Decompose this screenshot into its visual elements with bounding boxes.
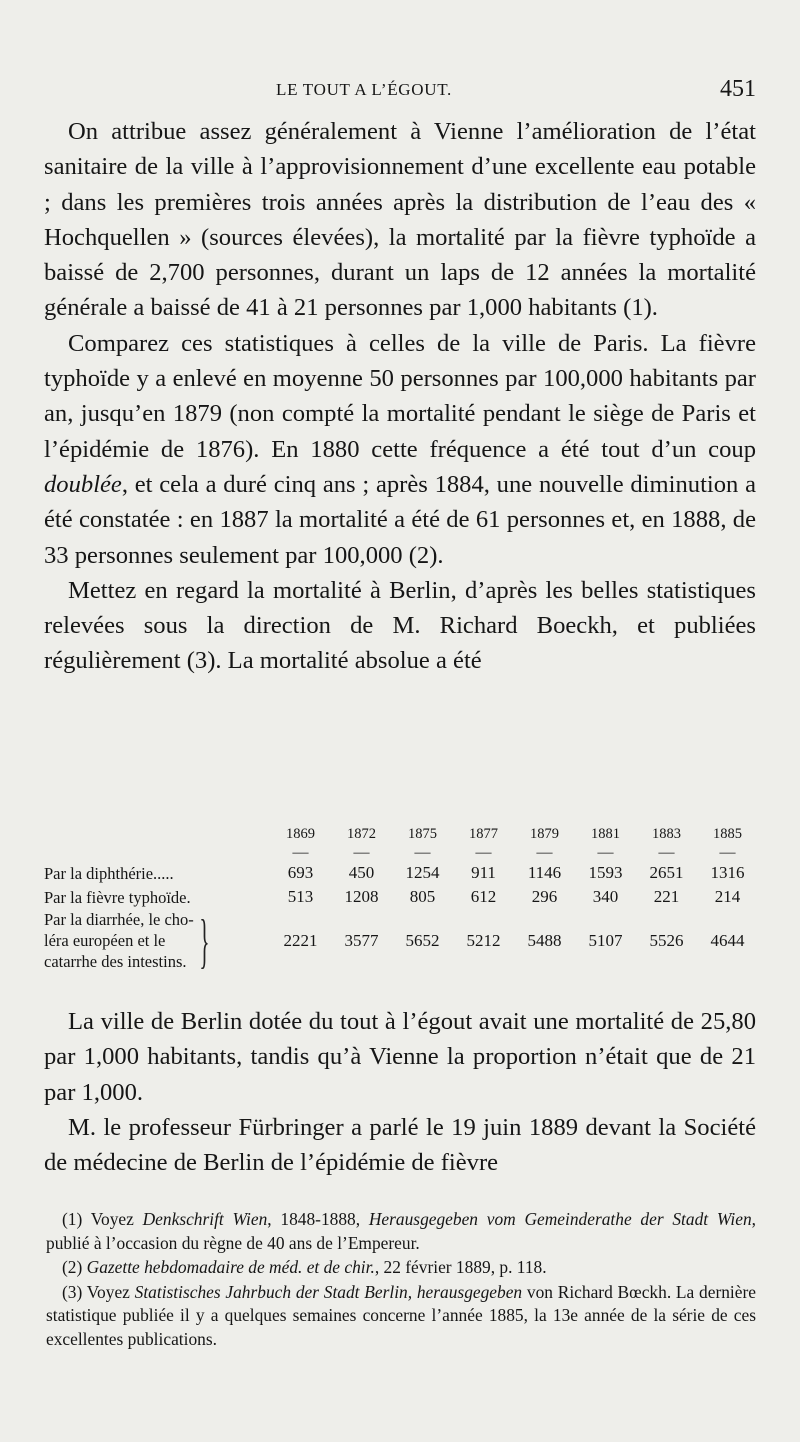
row-label-line: léra européen et le <box>44 931 166 950</box>
table-cell: 221 <box>653 887 680 906</box>
footnote-3: (3) Voyez Statistisches Jahrbuch der Stadt Berlin, herausgegeben von Richard Bœckh. La dernière statistique publiée il y a quelques semaines concerne l’année 1885, la 13e année de la série de ces excellentes publications. <box>46 1281 756 1349</box>
page-header <box>40 76 756 116</box>
table-cell: 693 <box>287 863 314 882</box>
running-title: LE TOUT A L’ÉGOUT. <box>276 80 452 99</box>
year-header: 1883 <box>652 825 681 842</box>
table-cell: 5526 <box>649 930 684 950</box>
brace-icon: } <box>199 907 210 974</box>
year-header: 1881 <box>591 825 620 842</box>
table-cell: 296 <box>531 887 558 906</box>
row-label <box>44 909 270 972</box>
table-cell: 5652 <box>405 930 440 950</box>
paragraph-vienne: On attribue assez généralement à Vienne l’amélioration de l’état sanitaire de la ville à l’approvisionnement d’une excellente eau potable ; dans les premières trois années après la distribution de l’eau des « Hochquellen » (sources élevées), la mortalité par la fièvre typhoïde a baissé de 2,700 personnes, durant un laps de 12 années la mortalité générale a baissé de 41 à 21 personnes par 1,000 habitants (1). <box>44 118 756 322</box>
year-header: 1872 <box>347 825 376 842</box>
table-row <box>44 909 758 972</box>
table-dash-row: — — — — — — — — <box>292 844 736 861</box>
paragraph-berlin: Mettez en regard la mortalité à Berlin, d’après les belles statistiques relevées sous la direction de M. Richard Boeckh, et publiées régulièrement (3). La mortalité absolue a été <box>44 576 756 675</box>
paragraph-paris-part2: , et cela a duré cinq ans ; après 1884, une nouvelle diminution a été constatée : en 1887 la mortalité a été de 61 personnes et, en 1888, de 33 personnes seulement par 100,000 (2). <box>44 470 756 569</box>
year-header: 1885 <box>713 825 742 842</box>
mortality-table <box>44 823 758 972</box>
table-cell: 1593 <box>588 863 623 882</box>
year-header: 1869 <box>286 825 315 842</box>
footnote-number: (1) <box>62 1209 83 1229</box>
row-label-line: Par la diarrhée, le cho- <box>44 910 194 929</box>
table-cell: 2651 <box>649 863 684 882</box>
table-row <box>44 861 758 885</box>
table-cell: 1254 <box>405 863 440 882</box>
paragraph-paris <box>44 326 756 573</box>
footnote-1: (1) Voyez Denkschrift Wien, 1848-1888, Herausgegeben vom Gemeinderathe der Stadt Wien, publié à l’occasion du règne de 40 ans de l’Empereur. <box>46 1209 756 1253</box>
row-label: Par la diphthérie..... <box>44 863 174 883</box>
emphasis-doublee: doublée <box>44 470 122 498</box>
paragraph-paris-part1: Comparez ces statistiques à celles de la ville de Paris. La fièvre typhoïde y a enlevé en moyenne 50 personnes par 100,000 habitants par an, jusqu’en 1879 (non compté la mortalité pendant le siège de Paris et l’épidémie de 1876). En 1880 cette fréquence a été tout d’un coup <box>44 329 756 463</box>
year-header: 1879 <box>530 825 559 842</box>
table-cell: 1208 <box>344 887 379 906</box>
paragraph-furbringer: M. le professeur Fürbringer a parlé le 19 juin 1889 devant la Société de médecine de Berlin de l’épidémie de fièvre <box>44 1113 756 1177</box>
table-cell: 214 <box>714 887 741 906</box>
table-cell: 4644 <box>710 930 745 950</box>
table-cell: 5212 <box>466 930 501 950</box>
table-cell: 3577 <box>344 930 379 950</box>
table-cell: 513 <box>287 887 314 906</box>
paragraph-berlin-mortality: La ville de Berlin dotée du tout à l’égout avait une mortalité de 25,80 par 1,000 habitants, tandis qu’à Vienne la proportion n’était que de 21 par 1,000. <box>44 1008 756 1106</box>
footnote-2: (2) Gazette hebdomadaire de méd. et de chir., 22 février 1889, p. 118. <box>62 1257 547 1278</box>
year-header: 1875 <box>408 825 437 842</box>
table-cell: 911 <box>471 863 496 882</box>
table-cell: 1146 <box>527 863 562 882</box>
table-cell: 805 <box>409 887 436 906</box>
footnote-number: (2) <box>62 1257 83 1278</box>
table-cell: 2221 <box>283 930 318 950</box>
footnotes <box>46 1208 756 1352</box>
table-row <box>44 885 758 909</box>
row-label: Par la fièvre typhoïde. <box>44 887 191 907</box>
footnote-number: (3) <box>62 1281 83 1302</box>
table-cell: 5488 <box>527 930 562 950</box>
page-number: 451 <box>720 76 756 102</box>
table-cell: 1316 <box>710 863 745 882</box>
body-text <box>44 114 756 679</box>
body-text-after-table <box>44 1004 756 1180</box>
table-cell: 612 <box>470 887 497 906</box>
table-header-row <box>44 823 758 845</box>
year-header: 1877 <box>469 825 498 842</box>
table-cell: 340 <box>592 887 619 906</box>
row-label-line: catarrhe des intestins. <box>44 952 187 971</box>
table-cell: 450 <box>348 863 375 882</box>
table-cell: 5107 <box>588 930 623 950</box>
